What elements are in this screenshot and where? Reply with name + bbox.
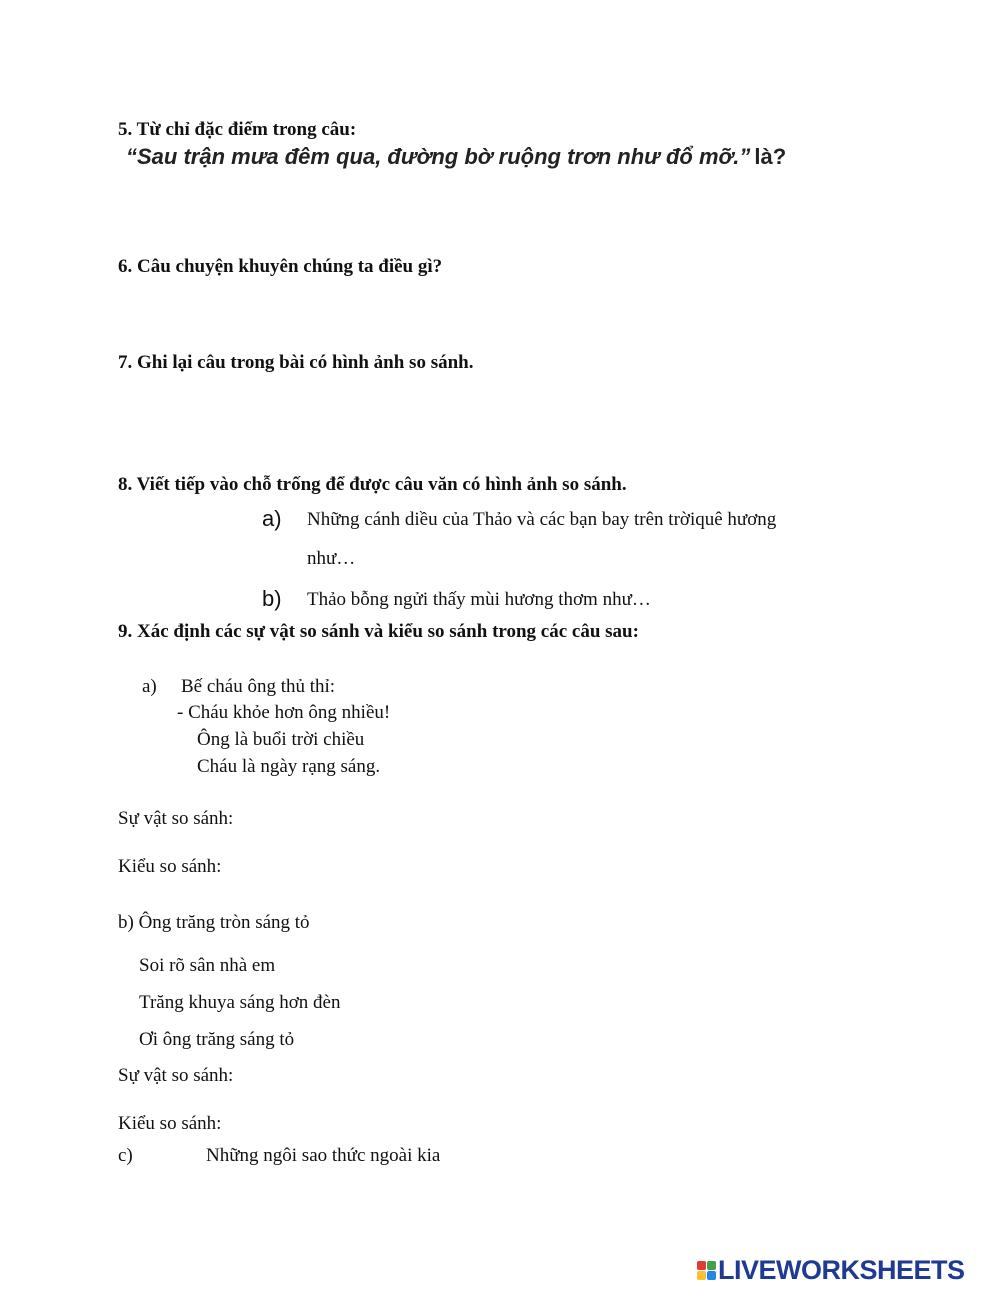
question-9-c-marker: c) xyxy=(118,1145,133,1166)
question-9-b-su-vat-label: Sự vật so sánh: xyxy=(118,1065,234,1086)
question-8-a-line-1: Những cánh diều của Thảo và các bạn bay trên trờiquê hương xyxy=(307,509,777,530)
question-7-title: 7. Ghi lại câu trong bài có hình ảnh so sánh. xyxy=(118,352,474,373)
poem-b-line-3: Trăng khuya sáng hơn đèn xyxy=(139,992,341,1013)
poem-b-line-1: b) Ông trăng tròn sáng tỏ xyxy=(118,912,310,933)
poem-b-line-2: Soi rõ sân nhà em xyxy=(139,955,276,976)
question-5-title: 5. Từ chỉ đặc điểm trong câu: xyxy=(118,119,357,140)
poem-a-line-2: - Cháu khỏe hơn ông nhiều! xyxy=(177,702,391,723)
poem-a-line-3: Ông là buổi trời chiều xyxy=(197,729,365,750)
question-5-sentence xyxy=(126,144,786,170)
question-8-b-line: Thảo bỗng ngửi thấy mùi hương thơm như… xyxy=(307,589,651,610)
question-5-quote: “Sau trận mưa đêm qua, đường bờ ruộng trơn như đổ mỡ.” xyxy=(126,144,751,169)
question-6-title: 6. Câu chuyện khuyên chúng ta điều gì? xyxy=(118,256,443,277)
question-9-a-su-vat-label: Sự vật so sánh: xyxy=(118,808,234,829)
question-8-title: 8. Viết tiếp vào chỗ trống để được câu văn có hình ảnh so sánh. xyxy=(118,474,627,495)
question-8-a-line-2: như… xyxy=(307,548,356,569)
poem-b-line-4: Ơi ông trăng sáng tỏ xyxy=(139,1029,295,1050)
question-9-b-kieu-label: Kiểu so sánh: xyxy=(118,1113,222,1134)
poem-c-line-1: Những ngôi sao thức ngoài kia xyxy=(206,1145,441,1166)
logo-blocks-icon xyxy=(697,1261,716,1280)
question-8-a-marker: a) xyxy=(262,506,282,531)
logo-block xyxy=(707,1261,716,1270)
logo-block xyxy=(697,1271,706,1280)
question-9-a-marker: a) xyxy=(142,676,157,697)
logo-text: LIVEWORKSHEETS xyxy=(718,1254,965,1285)
question-5-quote-tail: là? xyxy=(754,144,787,169)
question-8-b-marker: b) xyxy=(262,586,282,611)
question-9-a-kieu-label: Kiểu so sánh: xyxy=(118,856,222,877)
poem-a-line-1: Bế cháu ông thủ thỉ: xyxy=(181,676,336,697)
liveworksheets-logo xyxy=(697,1254,965,1286)
logo-block xyxy=(697,1261,706,1270)
question-9-title: 9. Xác định các sự vật so sánh và kiểu so sánh trong các câu sau: xyxy=(118,621,639,642)
poem-a-line-4: Cháu là ngày rạng sáng. xyxy=(197,756,381,777)
logo-block xyxy=(707,1271,716,1280)
